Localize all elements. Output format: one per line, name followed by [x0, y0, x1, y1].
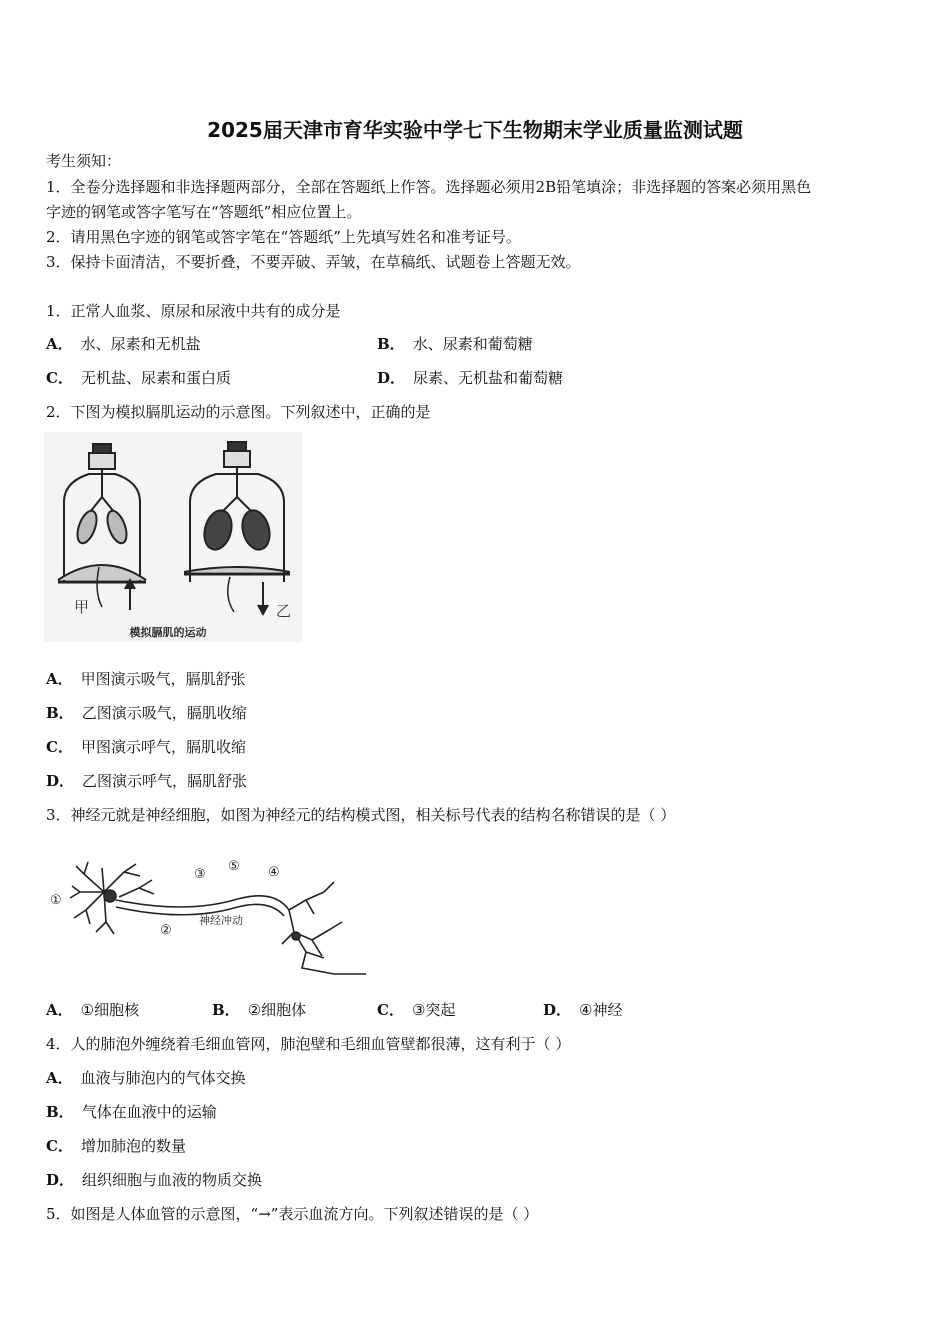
notice-heading: 考生须知： — [46, 152, 122, 170]
q3-option-b: B． ②细胞体 — [212, 1001, 307, 1019]
q1-option-b: B． 水、尿素和葡萄糖 — [377, 335, 533, 353]
q1-option-d: D． 尿素、无机盐和葡萄糖 — [377, 369, 564, 387]
q1-stem: 1．正常人血浆、原尿和尿液中共有的成分是 — [46, 302, 341, 320]
label-4: ④ — [268, 865, 280, 880]
label-2: ② — [160, 923, 172, 938]
q4-option-a: A． 血液与肺泡内的气体交换 — [46, 1069, 246, 1087]
q3-stem: 3．神经元就是神经细胞，如图为神经元的结构模式图，相关标号代表的结构名称错误的是（ ） — [46, 806, 676, 824]
figure-caption: 模拟膈肌的运动 — [129, 626, 207, 639]
diaphragm-model-figure — [44, 432, 302, 642]
label-5: ⑤ — [228, 859, 240, 874]
notice-line-4: 3．保持卡面清洁，不要折叠，不要弄破、弄皱，在草稿纸、试题卷上答题无效。 — [46, 253, 581, 271]
q4-option-d: D． 组织细胞与血液的物质交换 — [46, 1171, 263, 1189]
q2-option-b: B． 乙图演示吸气，膈肌收缩 — [46, 704, 247, 722]
neuron-figure — [44, 852, 374, 982]
q2-option-d: D． 乙图演示呼气，膈肌舒张 — [46, 772, 248, 790]
label-1: ① — [50, 893, 62, 908]
q2-option-c: C． 甲图演示呼气，膈肌收缩 — [46, 738, 246, 756]
notice-line-1: 1．全卷分选择题和非选择题两部分，全部在答题纸上作答。选择题必须用2B铅笔填涂；非选择题的答案必须用黑色 — [46, 178, 812, 196]
page-title: 2025届天津市育华实验中学七下生物期末学业质量监测试题 — [207, 118, 743, 142]
q2-option-a: A． 甲图演示吸气，膈肌舒张 — [46, 670, 246, 688]
label-jia: 甲 — [74, 598, 90, 616]
q5-stem: 5．如图是人体血管的示意图，“→”表示血流方向。下列叙述错误的是（ ） — [46, 1205, 539, 1223]
q3-option-d: D． ④神经 — [543, 1001, 623, 1019]
q1-option-c: C． 无机盐、尿素和蛋白质 — [46, 369, 231, 387]
notice-line-3: 2．请用黑色字迹的钢笔或答字笔在“答题纸”上先填写姓名和准考证号。 — [46, 228, 521, 246]
impulse-text: 神经冲动 — [199, 914, 243, 927]
label-3: ③ — [194, 867, 206, 882]
q1-option-a: A． 水、尿素和无机盐 — [46, 335, 201, 353]
q4-stem: 4．人的肺泡外缠绕着毛细血管网，肺泡壁和毛细血管壁都很薄，这有利于（ ） — [46, 1035, 571, 1053]
q3-option-c: C． ③突起 — [377, 1001, 456, 1019]
q2-stem: 2．下图为模拟膈肌运动的示意图。下列叙述中，正确的是 — [46, 403, 431, 421]
q4-option-b: B． 气体在血液中的运输 — [46, 1103, 217, 1121]
notice-line-2: 字迹的钢笔或答字笔写在“答题纸”相应位置上。 — [46, 203, 362, 221]
q4-option-c: C． 增加肺泡的数量 — [46, 1137, 186, 1155]
label-yi: 乙 — [276, 602, 292, 620]
q3-option-a: A． ①细胞核 — [46, 1001, 140, 1019]
